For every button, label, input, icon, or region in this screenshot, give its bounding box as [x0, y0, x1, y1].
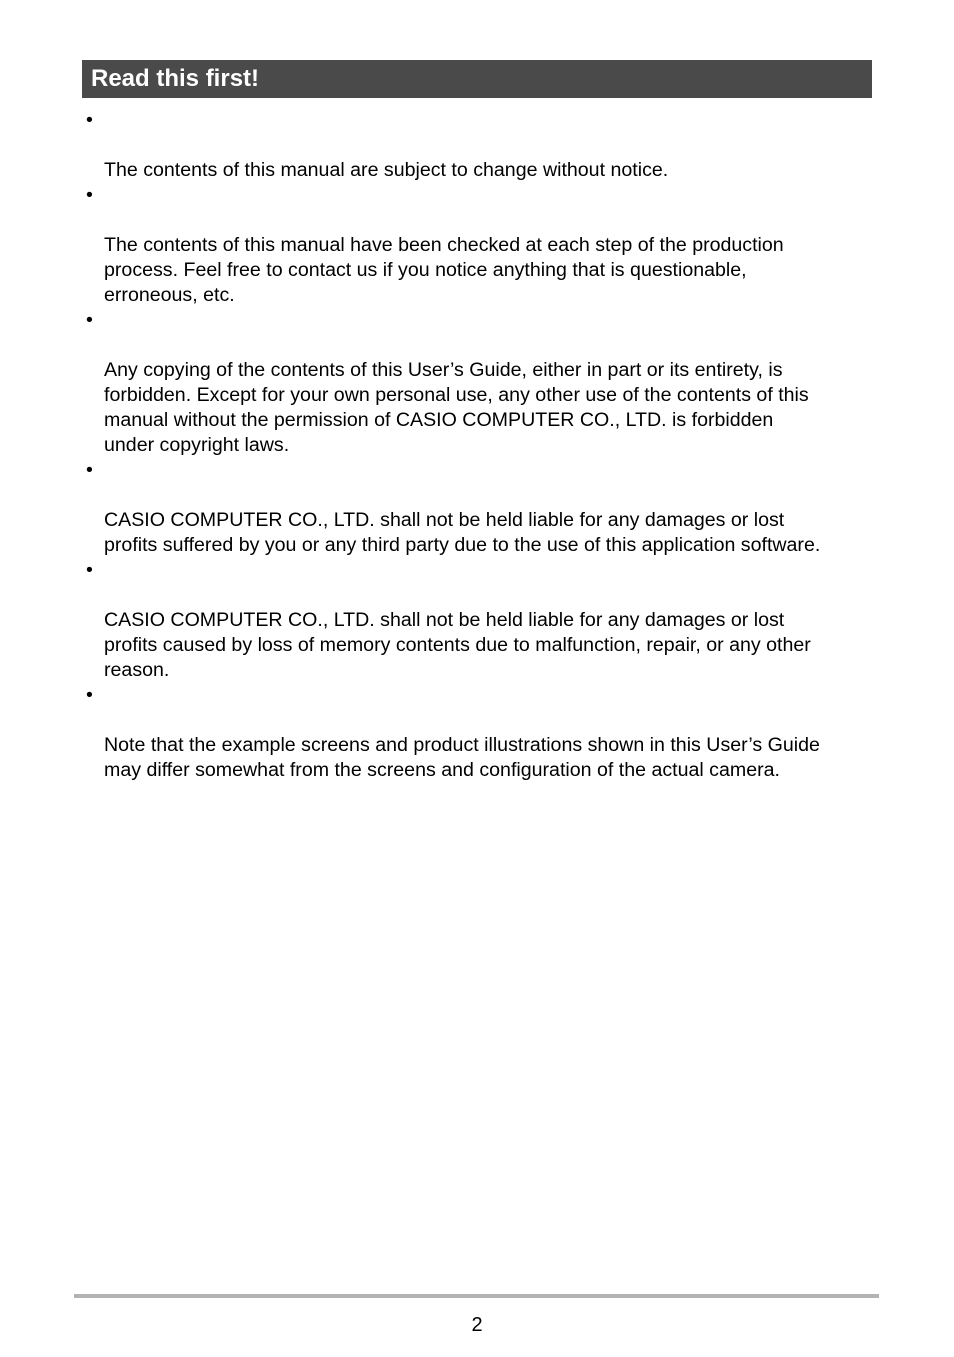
notice-text: CASIO COMPUTER CO., LTD. shall not be held liable for any damages or lost profits caused by loss of memory contents due to malfunction, repair, or any other reason. — [104, 609, 811, 681]
bullet-glyph: • — [86, 184, 93, 206]
section-header — [82, 60, 872, 98]
notice-text: Note that the example screens and product illustrations shown in this User’s Guide may differ somewhat from the screens and configuration of the actual camera. — [104, 734, 820, 781]
page-number: 2 — [471, 1314, 483, 1336]
notice-text: CASIO COMPUTER CO., LTD. shall not be held liable for any damages or lost profits suffered by you or any third party due to the use of this application software. — [104, 509, 821, 556]
footer-divider — [74, 1294, 879, 1298]
bullet-glyph: • — [86, 459, 93, 481]
notice-item — [82, 558, 882, 683]
notice-item — [82, 458, 882, 558]
bullet-glyph: • — [86, 309, 93, 331]
notice-text: Any copying of the contents of this User’s Guide, either in part or its entirety, is forbidden. Except for your own personal use, any other use of the contents of this manual without the permission of CASIO COMPUTER CO., LTD. is forbidden under copyright laws. — [104, 359, 809, 456]
notice-text: The contents of this manual have been checked at each step of the production process. Feel free to contact us if you notice anything that is questionable, erroneous, etc. — [104, 234, 784, 306]
bullet-glyph: • — [86, 109, 93, 131]
notice-item — [82, 683, 882, 783]
notice-item — [82, 183, 882, 308]
notice-item — [82, 308, 882, 458]
notice-item — [82, 108, 882, 183]
bullet-glyph: • — [86, 559, 93, 581]
notice-list — [82, 108, 882, 783]
bullet-glyph: • — [86, 684, 93, 706]
section-title: Read this first! — [91, 65, 260, 92]
notice-text: The contents of this manual are subject to change without notice. — [104, 159, 669, 181]
